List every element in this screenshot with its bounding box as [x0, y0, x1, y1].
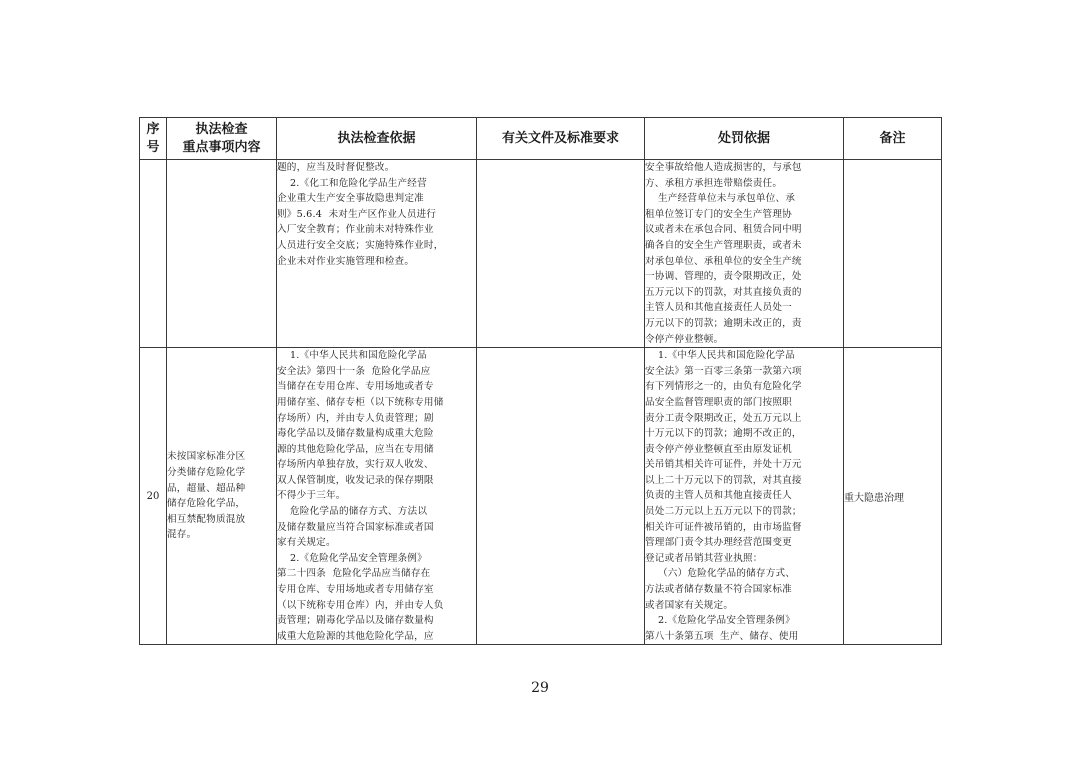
row-item [167, 160, 277, 348]
page-number: 29 [531, 680, 549, 696]
header-standards: 有关文件及标准要求 [477, 118, 645, 160]
row-remark [844, 160, 942, 348]
table-row [140, 160, 942, 348]
row-penalty: 1.《中华人民共和国危险化学品 安全法》第一百零三条第一款第六项 有下列情形之一的，由负有危险化学 品安全监督管理职责的部门按照职 责分工责令限期改正，处五万元以上 十万元以下的罚款；逾期不改正的， 责令停产停业整顿直至由原发证机 关吊销其相关许可证件，并处十万元 以上二十万元以下的罚款，对其直接 负责的主管人员和其他直接责任人 员处二万元以上五万元以下的罚款； 相关许可证件被吊销的，由市场监督 管理部门责令其办理经营范围变更 登记或者吊销其营业执照： （六）危险化学品的储存方式、 方法或者储存数量不符合国家标准 或者国家有关规定。 2.《危险化学品安全管理条例》 第八十条第五项 生产、储存、使用 [645, 348, 844, 645]
header-basis: 执法检查依据 [277, 118, 477, 160]
row-basis: 题的，应当及时督促整改。 2.《化工和危险化学品生产经营 企业重大生产安全事故隐患判定准 则》5.6.4 未对生产区作业人员进行 入厂安全教育；作业前未对特殊作业 人员进行安全交底；实施特殊作业时， 企业未对作业实施管理和检查。 [277, 160, 477, 348]
header-remark: 备注 [844, 118, 942, 160]
row-seq [140, 160, 167, 348]
header-row [140, 118, 942, 160]
row-item: 未按国家标准分区 分类储存危险化学 品，超量、超品种 储存危险化学品， 相互禁配物质混放 混存。 [167, 348, 277, 645]
inspection-table [139, 117, 942, 645]
row-remark: 重大隐患治理 [844, 348, 942, 645]
row-seq: 20 [140, 348, 167, 645]
row-standards [477, 348, 645, 645]
row-penalty: 安全事故给他人造成损害的，与承包 方、承租方承担连带赔偿责任。 生产经营单位未与承包单位、承 租单位签订专门的安全生产管理协 议或者未在承包合同、租赁合同中明 确各自的安全生产管理职责，或者未 对承包单位、承租单位的安全生产统 一协调、管理的，责令限期改正，处 五万元以下的罚款，对其直接负责的 主管人员和其他直接责任人员处一 万元以下的罚款；逾期未改正的，责 令停产停业整顿。 [645, 160, 844, 348]
row-standards [477, 160, 645, 348]
header-penalty: 处罚依据 [645, 118, 844, 160]
header-seq: 序 号 [140, 118, 167, 160]
header-item: 执法检查 重点事项内容 [167, 118, 277, 160]
row-basis: 1.《中华人民共和国危险化学品 安全法》第四十一条 危险化学品应 当储存在专用仓库、专用场地或者专 用储存室、储存专柜（以下统称专用储 存场所）内，并由专人负责管理；剧 毒化学品以及储存数量构成重大危险 源的其他危险化学品，应当在专用储 存场所内单独存放，实行双人收发、 双人保管制度，收发记录的保存期限 不得少于三年。 危险化学品的储存方式、方法以 及储存数量应当符合国家标准或者国 家有关规定。 2.《危险化学品安全管理条例》 第二十四条 危险化学品应当储存在 专用仓库、专用场地或者专用储存室 （以下统称专用仓库）内，并由专人负 责管理；剧毒化学品以及储存数量构 成重大危险源的其他危险化学品，应 [277, 348, 477, 645]
table-row [140, 348, 942, 645]
